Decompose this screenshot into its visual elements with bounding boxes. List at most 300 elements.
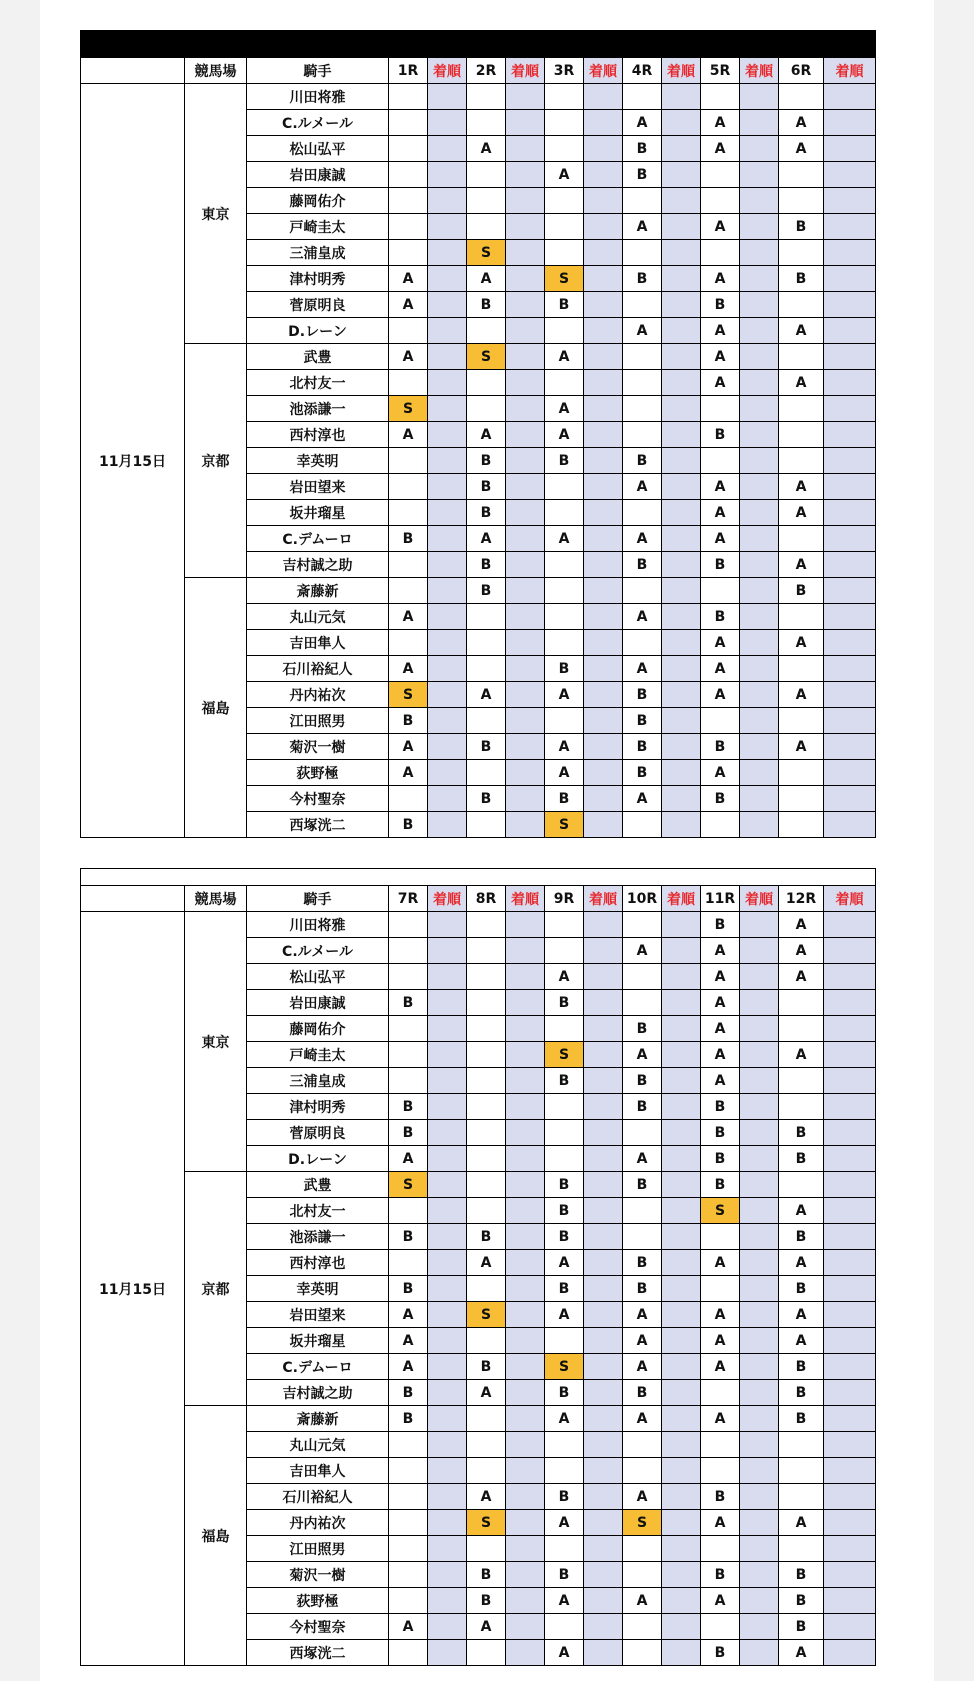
rank-cell (584, 344, 623, 370)
mark-cell (467, 318, 506, 344)
mark-cell: A (389, 1614, 428, 1640)
mark-cell: A (389, 1146, 428, 1172)
mark-cell (779, 708, 824, 734)
mark-cell (779, 162, 824, 188)
mark-cell (623, 912, 662, 938)
mark-cell (467, 964, 506, 990)
rank-cell (824, 1224, 876, 1250)
mark-cell: A (701, 474, 740, 500)
jockey-name: 松山弘平 (247, 136, 389, 162)
rank-cell (428, 1276, 467, 1302)
rank-cell (584, 1198, 623, 1224)
mark-cell (701, 240, 740, 266)
race-header-8R: 8R (467, 886, 506, 912)
rank-cell (740, 1588, 779, 1614)
rank-header-7R: 着順 (428, 886, 467, 912)
rank-cell (824, 1276, 876, 1302)
rank-cell (740, 1042, 779, 1068)
rank-cell (662, 344, 701, 370)
mark-cell: A (623, 474, 662, 500)
jockey-name: 江田照男 (247, 708, 389, 734)
rank-cell (584, 1640, 623, 1666)
rank-cell (584, 1068, 623, 1094)
rank-cell (428, 682, 467, 708)
rank-cell (506, 912, 545, 938)
rank-cell (584, 760, 623, 786)
rank-cell (740, 526, 779, 552)
mark-cell: B (389, 1120, 428, 1146)
mark-cell (779, 786, 824, 812)
mark-cell (701, 1224, 740, 1250)
rank-cell (584, 500, 623, 526)
rank-cell (584, 240, 623, 266)
mark-cell (389, 1068, 428, 1094)
mark-cell: B (701, 1562, 740, 1588)
rank-header-5R: 着順 (740, 58, 779, 84)
rank-cell (584, 1406, 623, 1432)
rank-cell (662, 1094, 701, 1120)
mark-cell (389, 370, 428, 396)
rank-cell (428, 1016, 467, 1042)
mark-cell: A (701, 370, 740, 396)
rank-cell (662, 1302, 701, 1328)
mark-cell (623, 500, 662, 526)
rank-cell (584, 1380, 623, 1406)
mark-cell: B (389, 990, 428, 1016)
mark-cell: B (389, 526, 428, 552)
mark-cell (701, 1380, 740, 1406)
mark-cell: A (545, 964, 584, 990)
mark-cell (779, 1432, 824, 1458)
mark-cell: A (701, 266, 740, 292)
mark-cell: A (701, 136, 740, 162)
rank-cell (428, 110, 467, 136)
rank-cell (824, 318, 876, 344)
mark-cell: A (701, 760, 740, 786)
mark-cell (467, 912, 506, 938)
mark-cell: S (545, 266, 584, 292)
rank-cell (740, 1406, 779, 1432)
mark-cell: A (467, 526, 506, 552)
mark-cell (389, 110, 428, 136)
mark-cell (467, 1042, 506, 1068)
rank-cell (662, 1198, 701, 1224)
mark-cell (545, 214, 584, 240)
mark-cell: A (545, 734, 584, 760)
mark-cell: A (389, 266, 428, 292)
mark-cell (389, 1432, 428, 1458)
rank-cell (584, 1224, 623, 1250)
mark-cell (467, 1198, 506, 1224)
rank-cell (584, 912, 623, 938)
mark-cell: A (389, 1354, 428, 1380)
rank-cell (740, 240, 779, 266)
rank-cell (506, 1588, 545, 1614)
mark-cell (389, 1458, 428, 1484)
rank-header-11R: 着順 (740, 886, 779, 912)
mark-cell: A (623, 656, 662, 682)
mark-cell (545, 552, 584, 578)
rank-cell (506, 1432, 545, 1458)
rank-cell (824, 938, 876, 964)
rank-cell (740, 1484, 779, 1510)
jockey-header: 騎手 (247, 886, 389, 912)
race-header-12R: 12R (779, 886, 824, 912)
jockey-name: 北村友一 (247, 370, 389, 396)
mark-cell (545, 318, 584, 344)
mark-cell (545, 1016, 584, 1042)
rank-cell (506, 1198, 545, 1224)
mark-cell (389, 448, 428, 474)
mark-cell: B (779, 1406, 824, 1432)
jockey-name: 藤岡佑介 (247, 188, 389, 214)
rank-cell (662, 1380, 701, 1406)
mark-cell: B (545, 1484, 584, 1510)
rank-cell (506, 526, 545, 552)
rank-cell (824, 630, 876, 656)
mark-cell (389, 500, 428, 526)
rank-cell (584, 990, 623, 1016)
mark-cell: A (779, 552, 824, 578)
mark-cell (467, 760, 506, 786)
mark-cell (467, 708, 506, 734)
mark-cell: B (623, 734, 662, 760)
mark-cell (389, 162, 428, 188)
rank-cell (506, 1042, 545, 1068)
mark-cell (467, 396, 506, 422)
rank-cell (740, 1536, 779, 1562)
jockey-name: 西塚洸二 (247, 812, 389, 838)
rank-cell (428, 1640, 467, 1666)
rank-cell (506, 1484, 545, 1510)
mark-cell: A (701, 500, 740, 526)
jockey-name: D.レーン (247, 318, 389, 344)
rank-cell (740, 1432, 779, 1458)
jockey-name: 津村明秀 (247, 1094, 389, 1120)
mark-cell: B (701, 1484, 740, 1510)
rank-cell (506, 500, 545, 526)
rank-cell (824, 964, 876, 990)
rank-cell (740, 1250, 779, 1276)
mark-cell (467, 1406, 506, 1432)
rank-cell (584, 526, 623, 552)
mark-cell: B (779, 1120, 824, 1146)
mark-cell (545, 240, 584, 266)
mark-cell: A (701, 1588, 740, 1614)
mark-cell: B (467, 500, 506, 526)
race-header-3R: 3R (545, 58, 584, 84)
rank-cell (662, 1068, 701, 1094)
mark-cell: B (623, 682, 662, 708)
mark-cell: B (467, 292, 506, 318)
mark-cell (389, 1536, 428, 1562)
mark-cell (779, 292, 824, 318)
jockey-name: 戸崎圭太 (247, 214, 389, 240)
mark-cell (467, 1172, 506, 1198)
mark-cell: A (389, 292, 428, 318)
rank-cell (662, 630, 701, 656)
rank-header-2R: 着順 (506, 58, 545, 84)
mark-cell: B (389, 1094, 428, 1120)
rank-cell (428, 1120, 467, 1146)
mark-cell: A (779, 370, 824, 396)
mark-cell (545, 708, 584, 734)
race-header-5R: 5R (701, 58, 740, 84)
page-sheet (40, 0, 934, 1681)
rank-cell (662, 318, 701, 344)
mark-cell (545, 136, 584, 162)
mark-cell: A (701, 964, 740, 990)
mark-cell: B (779, 578, 824, 604)
rank-cell (740, 682, 779, 708)
rank-cell (506, 656, 545, 682)
mark-cell: A (467, 1484, 506, 1510)
mark-cell: A (545, 1302, 584, 1328)
mark-cell (467, 162, 506, 188)
rank-cell (428, 136, 467, 162)
rank-cell (740, 786, 779, 812)
rank-cell (428, 214, 467, 240)
rank-cell (740, 1276, 779, 1302)
table-row (81, 578, 876, 604)
rank-cell (428, 578, 467, 604)
separator-row (81, 869, 876, 886)
rank-cell (506, 1224, 545, 1250)
mark-cell (545, 630, 584, 656)
mark-cell: A (467, 136, 506, 162)
rank-cell (824, 1198, 876, 1224)
rank-cell (740, 370, 779, 396)
mark-cell: A (779, 1302, 824, 1328)
mark-cell (623, 1640, 662, 1666)
rank-cell (824, 266, 876, 292)
rank-cell (428, 240, 467, 266)
mark-cell (623, 1198, 662, 1224)
rank-cell (428, 708, 467, 734)
mark-cell (467, 812, 506, 838)
rank-cell (428, 1458, 467, 1484)
rank-cell (824, 1588, 876, 1614)
mark-cell: A (623, 938, 662, 964)
mark-cell (623, 1614, 662, 1640)
mark-cell: A (779, 734, 824, 760)
mark-cell: A (701, 526, 740, 552)
rank-cell (506, 682, 545, 708)
mark-cell: B (701, 1640, 740, 1666)
rank-cell (824, 1614, 876, 1640)
mark-cell: A (545, 526, 584, 552)
rank-cell (662, 1016, 701, 1042)
rank-cell (584, 578, 623, 604)
rank-cell (740, 84, 779, 110)
rank-cell (740, 552, 779, 578)
jockey-name: 三浦皇成 (247, 240, 389, 266)
rank-cell (506, 266, 545, 292)
rank-cell (824, 1380, 876, 1406)
mark-cell (389, 786, 428, 812)
rank-cell (584, 474, 623, 500)
jockey-name: C.ルメール (247, 938, 389, 964)
race-header-2R: 2R (467, 58, 506, 84)
mark-cell (701, 708, 740, 734)
rank-cell (824, 110, 876, 136)
mark-cell: A (701, 1250, 740, 1276)
mark-cell (779, 656, 824, 682)
jockey-name: 丹内祐次 (247, 682, 389, 708)
table-row (81, 1406, 876, 1432)
mark-cell: A (701, 344, 740, 370)
rank-cell (662, 708, 701, 734)
rank-cell (584, 1510, 623, 1536)
mark-cell: B (467, 552, 506, 578)
jockey-name: 石川裕紀人 (247, 1484, 389, 1510)
mark-cell (545, 1614, 584, 1640)
title-bar (81, 31, 876, 58)
rank-cell (740, 990, 779, 1016)
mark-cell: B (779, 214, 824, 240)
rank-cell (824, 786, 876, 812)
mark-cell: B (467, 448, 506, 474)
mark-cell: A (389, 604, 428, 630)
mark-cell: A (779, 1042, 824, 1068)
mark-cell: S (467, 240, 506, 266)
jockey-name: 北村友一 (247, 1198, 389, 1224)
rank-cell (506, 1562, 545, 1588)
jockey-name: 松山弘平 (247, 964, 389, 990)
jockey-name: 西塚洸二 (247, 1640, 389, 1666)
mark-cell: B (623, 1094, 662, 1120)
rank-cell (428, 656, 467, 682)
rank-cell (662, 1328, 701, 1354)
rank-cell (824, 1302, 876, 1328)
rank-cell (740, 578, 779, 604)
mark-cell: A (467, 266, 506, 292)
mark-cell: A (623, 110, 662, 136)
rank-cell (824, 1562, 876, 1588)
rank-cell (584, 604, 623, 630)
jockey-name: 武豊 (247, 344, 389, 370)
rank-cell (662, 938, 701, 964)
mark-cell (701, 162, 740, 188)
jockey-name: 今村聖奈 (247, 786, 389, 812)
rank-cell (662, 1640, 701, 1666)
mark-cell: B (389, 1380, 428, 1406)
mark-cell: S (389, 1172, 428, 1198)
mark-cell: A (467, 1614, 506, 1640)
rank-cell (662, 656, 701, 682)
mark-cell (467, 1432, 506, 1458)
title-bar-cell (81, 31, 876, 58)
rank-cell (824, 912, 876, 938)
jockey-name: 今村聖奈 (247, 1614, 389, 1640)
rank-cell (428, 1484, 467, 1510)
rank-cell (506, 1094, 545, 1120)
mark-cell: B (701, 604, 740, 630)
mark-cell: A (545, 1640, 584, 1666)
mark-cell: A (779, 938, 824, 964)
jockey-name: 丸山元気 (247, 1432, 389, 1458)
venue-cell: 東京 (185, 84, 247, 344)
mark-cell (623, 1432, 662, 1458)
race-header-7R: 7R (389, 886, 428, 912)
rank-cell (662, 1172, 701, 1198)
rank-cell (584, 1432, 623, 1458)
jockey-name: 西村淳也 (247, 1250, 389, 1276)
rank-cell (428, 812, 467, 838)
rank-cell (662, 1120, 701, 1146)
race-table-1 (80, 30, 876, 838)
jockey-name: 荻野極 (247, 1588, 389, 1614)
rank-cell (506, 760, 545, 786)
mark-cell (779, 84, 824, 110)
mark-cell: A (545, 162, 584, 188)
jockey-header: 騎手 (247, 58, 389, 84)
rank-cell (740, 500, 779, 526)
rank-cell (584, 188, 623, 214)
rank-cell (428, 1614, 467, 1640)
mark-cell: S (545, 812, 584, 838)
mark-cell: B (779, 1614, 824, 1640)
mark-cell (467, 604, 506, 630)
mark-cell: A (701, 1328, 740, 1354)
mark-cell (623, 344, 662, 370)
rank-cell (584, 1562, 623, 1588)
mark-cell (467, 938, 506, 964)
rank-cell (428, 500, 467, 526)
rank-cell (824, 1458, 876, 1484)
mark-cell: B (779, 1354, 824, 1380)
rank-cell (506, 1614, 545, 1640)
rank-cell (506, 1328, 545, 1354)
rank-cell (506, 1068, 545, 1094)
mark-cell (623, 292, 662, 318)
mark-cell: B (467, 474, 506, 500)
rank-cell (428, 604, 467, 630)
mark-cell (623, 1562, 662, 1588)
mark-cell: B (545, 1276, 584, 1302)
rank-cell (740, 422, 779, 448)
rank-cell (584, 292, 623, 318)
rank-cell (506, 1536, 545, 1562)
table-row (81, 912, 876, 938)
mark-cell (701, 1432, 740, 1458)
rank-cell (824, 1484, 876, 1510)
rank-header-10R: 着順 (662, 886, 701, 912)
jockey-name: 津村明秀 (247, 266, 389, 292)
rank-cell (584, 630, 623, 656)
mark-cell (779, 1068, 824, 1094)
rank-cell (824, 1536, 876, 1562)
rank-cell (824, 1068, 876, 1094)
mark-cell (545, 1432, 584, 1458)
rank-cell (428, 1198, 467, 1224)
mark-cell: A (467, 1250, 506, 1276)
rank-cell (740, 1380, 779, 1406)
rank-cell (428, 1302, 467, 1328)
rank-cell (584, 1328, 623, 1354)
mark-cell: B (701, 1094, 740, 1120)
mark-cell: B (623, 266, 662, 292)
mark-cell: B (545, 656, 584, 682)
mark-cell (389, 1562, 428, 1588)
rank-cell (584, 708, 623, 734)
rank-cell (662, 1406, 701, 1432)
race-header-9R: 9R (545, 886, 584, 912)
rank-cell (584, 682, 623, 708)
venue-cell: 東京 (185, 912, 247, 1172)
rank-cell (506, 630, 545, 656)
rank-cell (662, 266, 701, 292)
